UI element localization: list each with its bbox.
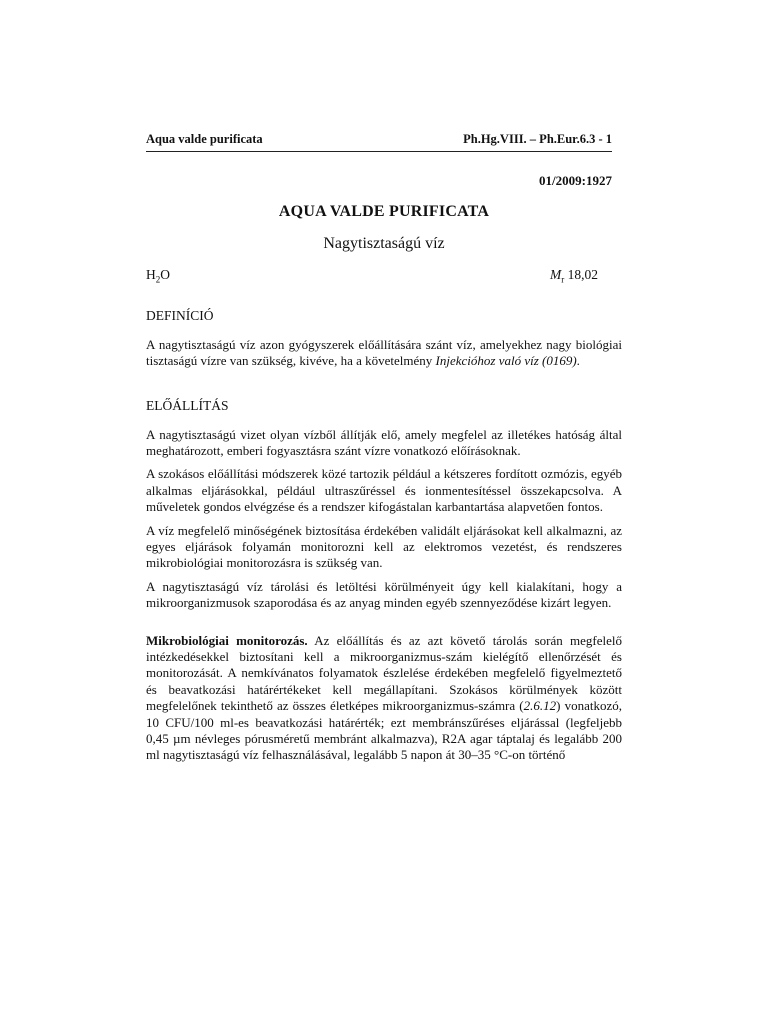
running-header [146, 132, 612, 152]
production-paragraph: A nagytisztaságú víz tárolási és letöltési körülményeit úgy kell kialakítani, hogy a mikroorganizmusok szaporodása és az anyag minden egyéb szennyeződése kizárt legyen. [146, 578, 622, 611]
header-pharmacopoeia-ref: Ph.Hg.VIII. – Ph.Eur.6.3 - 1 [463, 132, 612, 146]
production-paragraph: A nagytisztaságú vizet olyan vízből állítják elő, amely megfelel az illetékes hatóság által meghatározott, emberi fogyasztásra szánt vízre vonatkozó előírásoknak. [146, 426, 622, 458]
definition-paragraph: A nagytisztaságú víz azon gyógyszerek előállítására szánt víz, amelyekhez nagy biológiai tisztaságú vízre van szükség, kivéve, ha a követelmény Injekcióhoz való víz (0169). [146, 336, 622, 369]
microbiology-heading: Mikrobiológiai monitorozás. [146, 632, 308, 648]
monograph-title: AQUA VALDE PURIFICATA [278, 203, 490, 220]
formula-row [146, 267, 598, 285]
section-heading-production: ELŐÁLLÍTÁS [146, 397, 229, 413]
molecular-formula: $H_2O$ [146, 267, 170, 285]
section-heading-definition: DEFINÍCIÓ [146, 307, 214, 323]
relative-molecular-mass: $M_r$ 18,02 [550, 267, 598, 285]
production-paragraph: A víz megfelelő minőségének biztosítása érdekében validált eljárásokat kell alkalmazni, az egyes eljárások folyamán monitorozni kell az elektromos vezetést, és rendszeres mikrobiológiai monitorozásra is szükség van. [146, 522, 622, 571]
microbiology-paragraph: Mikrobiológiai monitorozás. Az előállítás és az azt követő tárolás során megfelelő intézkedésekkel biztosítani kell a mikroorganizmus-szám kielégítő ellenőrzését és monitorozását. A nemkívánatos folyamatok észlelése érdekében megfelelő figyelmeztető és beavatkozási határértékeket kell megállapítani. Szokásos körülmények között megfelelőnek tekinthető az összes életképes mikroorganizmus-számra (2.6.12) vonatkozó, 10 CFU/100 ml-es beavatkozási határérték; ezt membránszűréses eljárással (legfeljebb 0,45 µm névleges pórusméretű membránt alkalmazva), R2A agar táptalaj és legalább 200 ml nagytisztaságú víz felhasználásával, legalább 5 napon át 30–35 °C-on történő [146, 632, 622, 763]
header-title: Aqua valde purificata [146, 132, 263, 146]
monograph-number: 01/2009:1927 [539, 173, 612, 188]
production-paragraph: A szokásos előállítási módszerek közé tartozik például a kétszeres fordított ozmózis, egyéb alkalmas eljárásokkal, például ultraszűréssel és ionmentesítéssel összekapcsolva. A műveletek gondos elvégzése és a rendszer kifogástalan karbantartása alapvetően fontos. [146, 466, 622, 515]
monograph-subtitle: Nagytisztaságú víz [323, 235, 445, 252]
document-page [146, 132, 622, 771]
